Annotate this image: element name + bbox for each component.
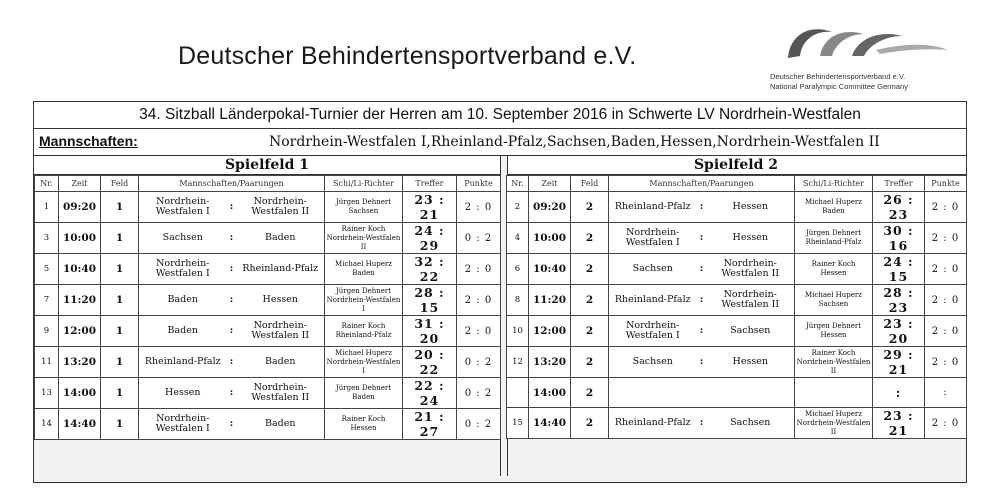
team-home: Hessen — [165, 386, 201, 398]
team-away: Nordrhein-Westfalen II — [251, 319, 310, 341]
match-field: 1 — [101, 347, 139, 378]
match-field: 2 — [571, 223, 609, 254]
col-punkte: Punkte — [925, 176, 967, 192]
team-away: Sachsen — [730, 324, 771, 336]
match-field: 1 — [101, 409, 139, 440]
match-time: 10:40 — [59, 254, 101, 285]
match-pairing — [139, 223, 325, 254]
team-home: Nordrhein-Westfalen I — [625, 319, 680, 341]
match-field: 1 — [101, 285, 139, 316]
match-row — [507, 378, 967, 408]
match-pairing — [609, 254, 795, 285]
match-pairing — [139, 192, 325, 223]
pairing-separator: : — [229, 386, 234, 398]
match-field: 1 — [101, 192, 139, 223]
team-home: Nordrhein-Westfalen I — [155, 195, 210, 217]
match-pairing — [139, 316, 325, 347]
match-field: 2 — [571, 408, 609, 439]
match-score: 24 : 15 — [873, 254, 925, 285]
referee-name: Jürgen Dehnert — [335, 286, 392, 295]
match-score: 20 : 22 — [403, 347, 457, 378]
referee-name: Rainer Koch — [811, 260, 856, 268]
pairing-separator: : — [699, 262, 704, 274]
match-time: 14:00 — [529, 378, 571, 408]
team-home: Rheinland-Pfalz — [614, 200, 691, 212]
line-judge-team: Sachsen — [348, 207, 379, 215]
match-time: 13:20 — [59, 347, 101, 378]
col-punkte: Punkte — [457, 176, 501, 192]
referee-name: Jürgen Dehnert — [805, 322, 862, 330]
referee-name: Michael Huperz — [805, 409, 862, 418]
tournament-title: 34. Sitzball Länderpokal-Turnier der Herren am 10. September 2016 in Schwerte LV Nordrhein-Westfalen — [34, 102, 966, 129]
team-away: Rheinland-Pfalz — [242, 262, 319, 274]
match-number: 5 — [35, 254, 59, 285]
match-pairing — [139, 409, 325, 440]
match-row — [507, 408, 967, 439]
team-away: Baden — [265, 417, 296, 429]
col-pairing: Mannschaften/Paarungen — [139, 176, 325, 192]
pairing-separator: : — [699, 200, 704, 212]
team-home: Rheinland-Pfalz — [144, 355, 221, 367]
referee — [325, 409, 403, 440]
referee — [325, 285, 403, 316]
match-field: 1 — [101, 316, 139, 347]
line-judge-team: Nordrhein-Westfalen II — [326, 233, 401, 251]
teams-label: Mannschaften: — [39, 133, 138, 149]
team-home: Rheinland-Pfalz — [614, 293, 691, 305]
referee — [795, 378, 873, 408]
paralympic-agitos-icon — [780, 20, 950, 62]
line-judge-team: Baden — [352, 269, 375, 277]
referee-name: Jürgen Dehnert — [335, 384, 392, 392]
referee-name: Jürgen Dehnert — [335, 198, 392, 206]
line-judge-team: Nordrhein-Westfalen II — [796, 357, 871, 375]
match-number: 10 — [507, 316, 529, 347]
referee-name: Rainer Koch — [341, 322, 386, 330]
line-judge-team: Hessen — [820, 331, 847, 339]
match-time: 12:00 — [59, 316, 101, 347]
col-zeit: Zeit — [59, 176, 101, 192]
match-time: 11:20 — [59, 285, 101, 316]
match-pairing — [609, 408, 795, 439]
match-score: 22 : 24 — [403, 378, 457, 409]
match-number: 3 — [35, 223, 59, 254]
team-home: Sachsen — [632, 262, 673, 274]
match-score: 28 : 15 — [403, 285, 457, 316]
team-home: Sachsen — [632, 355, 673, 367]
team-home: Rheinland-Pfalz — [614, 416, 691, 428]
match-score: 31 : 20 — [403, 316, 457, 347]
team-away: Nordrhein-Westfalen II — [721, 257, 780, 279]
referee — [325, 223, 403, 254]
match-points: 2 : 0 — [925, 285, 967, 316]
referee — [325, 347, 403, 378]
match-points: 2 : 0 — [925, 316, 967, 347]
col-referee: Schi/Li-Richter — [795, 176, 873, 192]
match-score: 21 : 27 — [403, 409, 457, 440]
col-pairing: Mannschaften/Paarungen — [609, 176, 795, 192]
match-time: 11:20 — [529, 285, 571, 316]
referee-name: Rainer Koch — [341, 415, 386, 423]
line-judge-team: Hessen — [820, 269, 847, 277]
line-judge-team: Nordrhein-Westfalen I — [326, 295, 401, 313]
match-field: 1 — [101, 223, 139, 254]
referee-name: Rainer Koch — [341, 224, 386, 233]
team-away: Nordrhein-Westfalen II — [251, 381, 310, 403]
team-away: Hessen — [732, 355, 768, 367]
referee-name: Rainer Koch — [811, 348, 856, 357]
team-home: Baden — [167, 293, 198, 305]
team-home: Nordrhein-Westfalen I — [155, 412, 210, 434]
match-time: 09:20 — [59, 192, 101, 223]
match-points: : — [925, 378, 967, 408]
col-treffer: Treffer — [873, 176, 925, 192]
referee — [325, 254, 403, 285]
match-number: 7 — [35, 285, 59, 316]
match-row — [507, 316, 967, 347]
match-row — [35, 285, 501, 316]
team-home: Nordrhein-Westfalen I — [625, 226, 680, 248]
match-field: 2 — [571, 316, 609, 347]
logo-caption-1: Deutscher Behindertensportverband e.V. — [770, 72, 906, 81]
referee — [795, 192, 873, 223]
match-pairing — [609, 347, 795, 378]
col-referee: Schi/Li-Richter — [325, 176, 403, 192]
match-number: 8 — [507, 285, 529, 316]
line-judge-team: Rheinland-Pfalz — [335, 331, 392, 339]
match-score: 30 : 16 — [873, 223, 925, 254]
teams-list: Nordrhein-Westfalen I,Rheinland-Pfalz,Sachsen,Baden,Hessen,Nordrhein-Westfalen II — [269, 134, 880, 150]
match-number: 4 — [507, 223, 529, 254]
line-judge-team: Baden — [352, 393, 375, 401]
match-row — [35, 192, 501, 223]
match-field: 1 — [101, 378, 139, 409]
match-number: 12 — [507, 347, 529, 378]
match-row — [35, 347, 501, 378]
match-pairing — [609, 316, 795, 347]
dbs-logo — [770, 20, 960, 98]
match-score: 24 : 29 — [403, 223, 457, 254]
match-pairing — [139, 285, 325, 316]
match-points: 2 : 0 — [925, 192, 967, 223]
match-pairing — [139, 254, 325, 285]
col-zeit: Zeit — [529, 176, 571, 192]
field-2-table — [506, 175, 967, 439]
match-score: 23 : 21 — [403, 192, 457, 223]
match-score: : — [873, 378, 925, 408]
match-pairing — [139, 347, 325, 378]
match-points: 2 : 0 — [457, 192, 501, 223]
line-judge-team: Hessen — [350, 424, 377, 432]
col-treffer: Treffer — [403, 176, 457, 192]
team-away: Sachsen — [730, 416, 771, 428]
org-title: Deutscher Behindertensportverband e.V. — [178, 42, 637, 70]
match-time: 10:00 — [59, 223, 101, 254]
match-points: 0 : 2 — [457, 223, 501, 254]
match-time: 14:40 — [59, 409, 101, 440]
match-pairing — [609, 192, 795, 223]
pairing-separator: : — [229, 262, 234, 274]
referee — [325, 316, 403, 347]
col-feld: Feld — [101, 176, 139, 192]
match-field: 2 — [571, 347, 609, 378]
team-away: Hessen — [732, 200, 768, 212]
match-row — [507, 347, 967, 378]
match-field: 2 — [571, 285, 609, 316]
match-time: 13:20 — [529, 347, 571, 378]
match-number: 9 — [35, 316, 59, 347]
line-judge-team: Rheinland-Pfalz — [805, 238, 862, 246]
match-number: 6 — [507, 254, 529, 285]
pairing-separator: : — [699, 355, 704, 367]
line-judge-team: Baden — [822, 207, 845, 215]
teams-row — [34, 129, 966, 156]
team-away: Baden — [265, 355, 296, 367]
field-2-header-row — [507, 176, 967, 192]
col-nr: Nr. — [35, 176, 59, 192]
team-away: Baden — [265, 231, 296, 243]
match-score: 23 : 21 — [873, 408, 925, 439]
match-row — [507, 285, 967, 316]
team-away: Hessen — [262, 293, 298, 305]
match-points: 2 : 0 — [457, 285, 501, 316]
match-score: 29 : 21 — [873, 347, 925, 378]
schedule-sheet — [33, 101, 967, 483]
line-judge-team: Nordrhein-Westfalen II — [796, 418, 871, 436]
col-nr: Nr. — [507, 176, 529, 192]
match-row — [35, 254, 501, 285]
team-away: Nordrhein-Westfalen II — [721, 288, 780, 310]
match-row — [35, 316, 501, 347]
match-pairing — [609, 223, 795, 254]
match-points: 0 : 2 — [457, 378, 501, 409]
match-score: 32 : 22 — [403, 254, 457, 285]
pairing-separator: : — [699, 293, 704, 305]
match-field: 2 — [571, 192, 609, 223]
match-pairing — [609, 285, 795, 316]
match-field: 1 — [101, 254, 139, 285]
referee — [325, 192, 403, 223]
pairing-separator: : — [229, 231, 234, 243]
match-number — [507, 378, 529, 408]
match-points: 2 : 0 — [925, 254, 967, 285]
match-time: 14:40 — [529, 408, 571, 439]
line-judge-team: Nordrhein-Westfalen I — [326, 357, 401, 375]
match-points: 0 : 2 — [457, 409, 501, 440]
referee — [795, 254, 873, 285]
field-2-heading: Spielfeld 2 — [506, 156, 966, 175]
logo-caption-2: National Paralympic Committee Germany — [770, 82, 908, 91]
pairing-separator: : — [229, 324, 234, 336]
match-row — [507, 223, 967, 254]
referee — [795, 347, 873, 378]
match-number: 11 — [35, 347, 59, 378]
referee-name: Michael Huperz — [335, 348, 392, 357]
field-1-heading: Spielfeld 1 — [34, 156, 500, 175]
match-number: 13 — [35, 378, 59, 409]
match-pairing — [609, 378, 795, 408]
match-points: 2 : 0 — [925, 223, 967, 254]
referee — [795, 285, 873, 316]
referee — [795, 408, 873, 439]
match-score: 23 : 20 — [873, 316, 925, 347]
referee-name: Jürgen Dehnert — [805, 229, 862, 237]
match-time: 10:40 — [529, 254, 571, 285]
match-time: 10:00 — [529, 223, 571, 254]
referee — [795, 316, 873, 347]
match-field: 2 — [571, 378, 609, 408]
match-points: 2 : 0 — [457, 316, 501, 347]
pairing-separator: : — [229, 200, 234, 212]
match-number: 14 — [35, 409, 59, 440]
match-row — [507, 254, 967, 285]
referee-name: Michael Huperz — [335, 260, 392, 268]
line-judge-team: Sachsen — [818, 300, 849, 308]
team-home: Sachsen — [162, 231, 203, 243]
pairing-separator: : — [699, 416, 704, 428]
field-1-table — [34, 175, 501, 440]
match-points: 2 : 0 — [925, 347, 967, 378]
match-score: 28 : 23 — [873, 285, 925, 316]
team-away: Nordrhein-Westfalen II — [251, 195, 310, 217]
match-time: 09:20 — [529, 192, 571, 223]
referee — [325, 378, 403, 409]
team-home: Baden — [167, 324, 198, 336]
referee-name: Michael Huperz — [805, 198, 862, 206]
match-score: 26 : 23 — [873, 192, 925, 223]
match-number: 2 — [507, 192, 529, 223]
pairing-separator: : — [229, 293, 234, 305]
match-time: 14:00 — [59, 378, 101, 409]
match-field: 2 — [571, 254, 609, 285]
match-row — [35, 409, 501, 440]
match-pairing — [139, 378, 325, 409]
match-number: 15 — [507, 408, 529, 439]
field-1-header-row — [35, 176, 501, 192]
pairing-separator: : — [699, 231, 704, 243]
match-points: 2 : 0 — [925, 408, 967, 439]
col-feld: Feld — [571, 176, 609, 192]
match-row — [35, 223, 501, 254]
pairing-separator: : — [699, 324, 704, 336]
team-away: Hessen — [732, 231, 768, 243]
pairing-separator: : — [229, 355, 234, 367]
referee — [795, 223, 873, 254]
match-time: 12:00 — [529, 316, 571, 347]
match-row — [35, 378, 501, 409]
team-home: Nordrhein-Westfalen I — [155, 257, 210, 279]
match-number: 1 — [35, 192, 59, 223]
match-points: 0 : 2 — [457, 347, 501, 378]
match-points: 2 : 0 — [457, 254, 501, 285]
match-row — [507, 192, 967, 223]
referee-name: Michael Huperz — [805, 291, 862, 299]
pairing-separator: : — [229, 417, 234, 429]
